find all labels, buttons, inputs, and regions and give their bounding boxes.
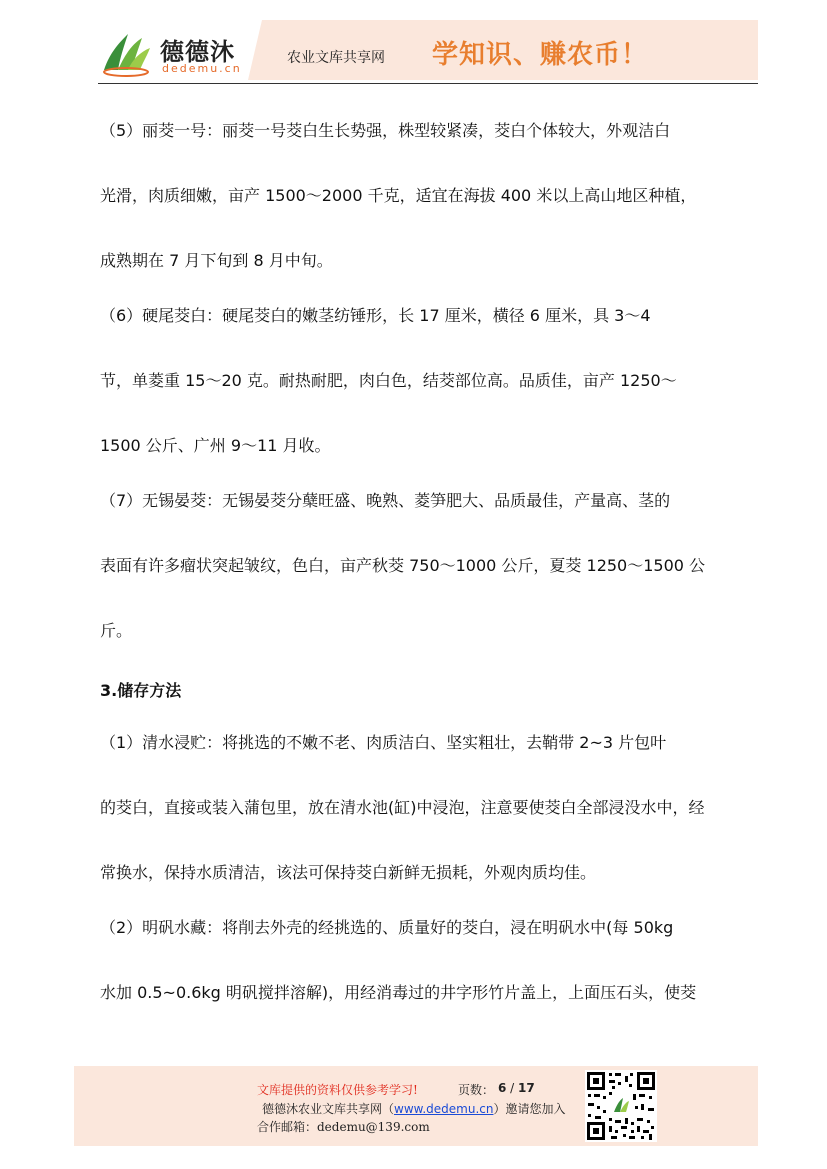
footer-site-prefix: 德德沐农业文库共享网（ <box>262 1102 395 1116</box>
header-divider <box>98 83 758 84</box>
page-current: 6 <box>498 1081 507 1095</box>
paragraph-line: 1500 公斤、广州 9～11 月收。 <box>100 436 331 455</box>
paragraph-line: 水加 0.5~0.6kg 明矾搅拌溶解)，用经消毒过的井字形竹片盖上，上面压石头，使茭 <box>100 983 697 1002</box>
paragraph-line: （7）无锡晏茭：无锡晏茭分蘖旺盛、晚熟、菱笋肥大、品质最佳，产量高、茎的 <box>100 491 671 510</box>
page-header <box>0 0 827 86</box>
site-name: 农业文库共享网 <box>287 50 385 66</box>
paragraph-line: （6）硬尾茭白：硬尾茭白的嫩茎纺锤形，长 17 厘米，横径 6 厘米，具 3～4 <box>100 306 651 325</box>
paragraph-line: 成熟期在 7 月下旬到 8 月中旬。 <box>100 251 333 270</box>
site-link[interactable]: www.dedemu.cn <box>394 1102 494 1116</box>
paragraph-line: （2）明矾水藏：将削去外壳的经挑选的、质量好的茭白，浸在明矾水中(每 50kg <box>100 918 674 937</box>
footer-site-suffix: ）邀请您加入 <box>493 1102 566 1116</box>
footer-contact: 合作邮箱：dedemu@139.com <box>257 1120 430 1134</box>
paragraph-line: 斤。 <box>100 621 133 640</box>
section-heading: 3.储存方法 <box>100 681 182 700</box>
page-number <box>498 1081 535 1095</box>
page-count-label: 页数： <box>458 1083 495 1097</box>
logo-text: 德德沐 <box>160 37 235 66</box>
paragraph-line: （5）丽茭一号：丽茭一号茭白生长势强，株型较紧凑，茭白个体较大，外观洁白 <box>100 121 671 140</box>
paragraph-line: 光滑，肉质细嫩，亩产 1500～2000 千克，适宜在海拔 400 米以上高山地区种植， <box>100 186 697 205</box>
header-slogan: 学知识、赚农币！ <box>432 40 649 70</box>
footer-notice: 文库提供的资料仅供参考学习! <box>257 1083 418 1097</box>
header-banner-notch <box>248 20 262 80</box>
logo-domain: dedemu.cn <box>162 62 242 75</box>
qr-code-icon <box>585 1070 657 1142</box>
paragraph-line: 常换水，保持水质清洁，该法可保持茭白新鲜无损耗，外观肉质均佳。 <box>100 863 597 882</box>
page-separator: / <box>506 1081 519 1095</box>
paragraph-line: （1）清水浸贮：将挑选的不嫩不老、肉质洁白、坚实粗壮，去鞘带 2~3 片包叶 <box>100 733 667 752</box>
leaf-logo-icon <box>98 30 156 78</box>
paragraph-line: 表面有许多瘤状突起皱纹，色白，亩产秋茭 750～1000 公斤，夏茭 1250～1500 公 <box>100 556 706 575</box>
paragraph-line: 节，单菱重 15～20 克。耐热耐肥，肉白色，结茭部位高。品质佳，亩产 1250～ <box>100 371 677 390</box>
footer-site-line <box>262 1100 566 1117</box>
page-total: 17 <box>518 1081 535 1095</box>
paragraph-line: 的茭白，直接或装入蒲包里，放在清水池(缸)中浸泡，注意要使茭白全部浸没水中，经 <box>100 798 705 817</box>
